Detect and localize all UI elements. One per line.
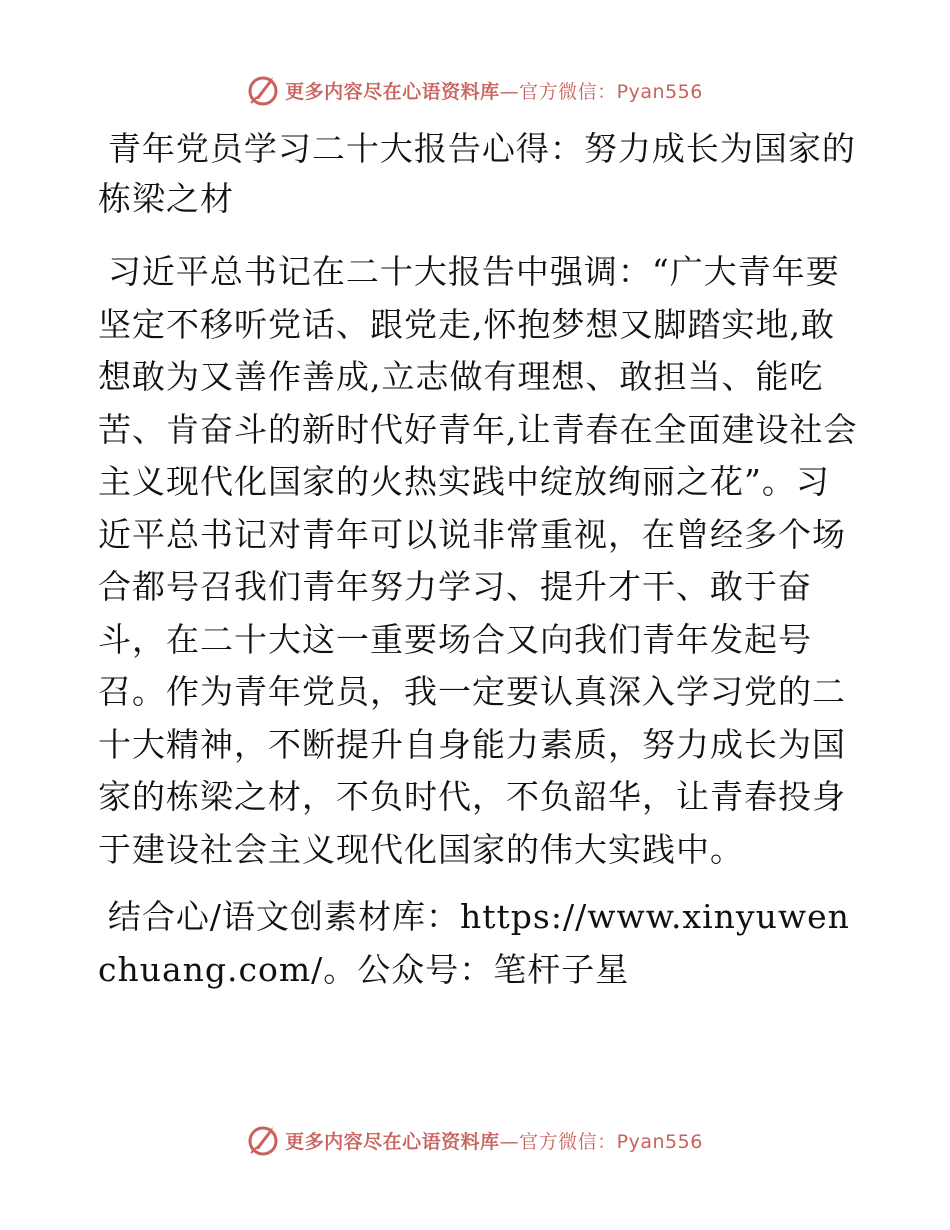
- document-body: [98, 124, 858, 996]
- quill-pen-logo-icon: [247, 1123, 281, 1157]
- watermark-text: [285, 1127, 703, 1154]
- watermark-text: [285, 77, 703, 104]
- paragraph-1: 习近平总书记在二十大报告中强调：“广大青年要坚定不移听党话、跟党走,怀抱梦想又脚踏实地,敢想敢为又善作善成,立志做有理想、敢担当、能吃苦、肯奋斗的新时代好青年,让青春在全面建设社会主义现代化国家的火热实践中绽放绚丽之花”。习近平总书记对青年可以说非常重视，在曾经多个场合都号召我们青年努力学习、提升才干、敢于奋斗，在二十大这一重要场合又向我们青年发起号召。作为青年党员，我一定要认真深入学习党的二十大精神，不断提升自身能力素质，努力成长为国家的栋梁之材，不负时代，不负韶华，让青春投身于建设社会主义现代化国家的伟大实践中。: [98, 252, 858, 869]
- watermark-rest: —官方微信：Pyan556: [499, 80, 703, 103]
- watermark-strong: 更多内容尽在心语资料库: [285, 80, 500, 103]
- quill-pen-logo-icon: [247, 73, 281, 107]
- footer-watermark: [0, 1120, 950, 1160]
- watermark-strong: 更多内容尽在心语资料库: [285, 1130, 500, 1153]
- document-title: 青年党员学习二十大报告心得：努力成长为国家的栋梁之材: [98, 129, 856, 218]
- header-watermark: [0, 70, 950, 110]
- paragraph-2: 结合心/语文创素材库：https://www.xinyuwenchuang.com/。公众号：笔杆子星: [98, 897, 850, 989]
- watermark-rest: —官方微信：Pyan556: [499, 1130, 703, 1153]
